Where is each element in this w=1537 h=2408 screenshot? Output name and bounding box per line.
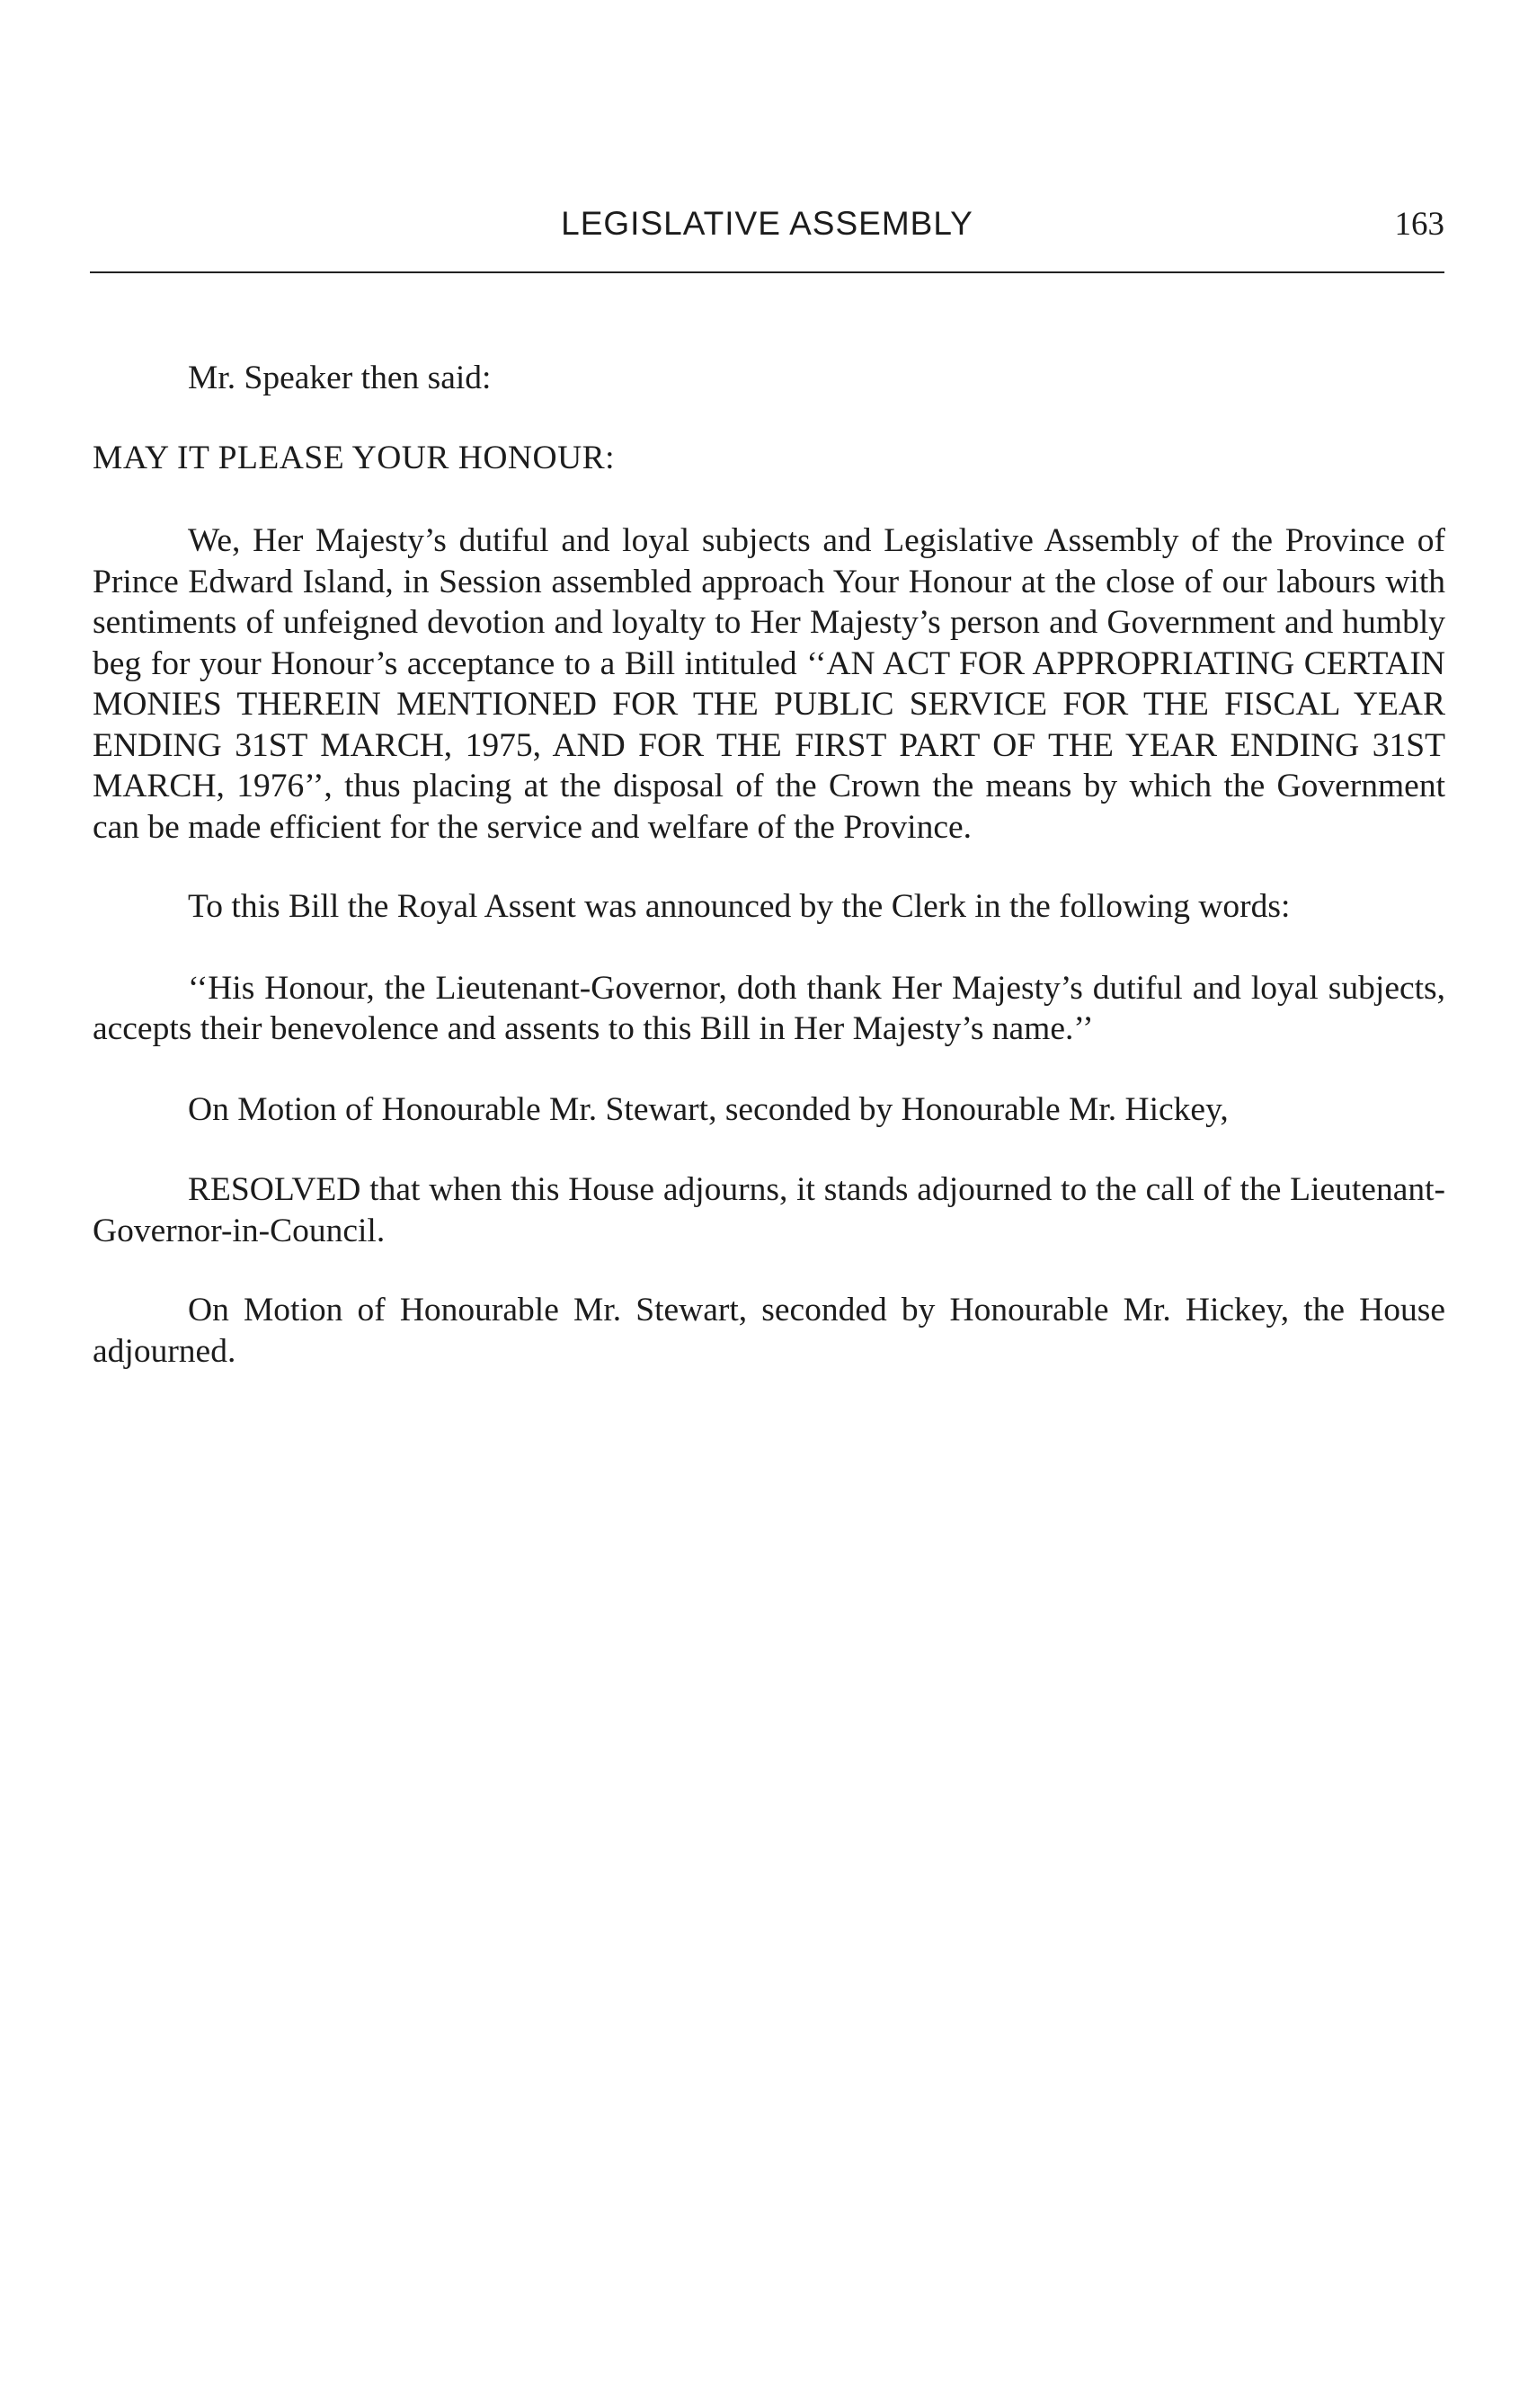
motion-paragraph: On Motion of Honourable Mr. Stewart, seconded by Honourable Mr. Hickey, [188, 1090, 1229, 1128]
body-text [93, 358, 1445, 1372]
address-paragraph: We, Her Majesty’s dutiful and loyal subjects and Legislative Assembly of the Province of Prince Edward Island, in Session assembled approach Your Honour at the close of our labours with sentiments of unfeigned devotion and loyalty to Her Majesty’s person and Government and humbly beg for your Honour’s acceptance to a Bill intituled ‘‘AN ACT FOR APPROPRIATING CERTAIN MONIES THEREIN MENTIONED FOR THE PUBLIC SERVICE FOR THE FISCAL YEAR ENDING 31ST MARCH, 1975, AND FOR THE FIRST PART OF THE YEAR ENDING 31ST MARCH, 1976’’, thus placing at the disposal of the Crown the means by which the Government can be made efficient for the service and welfare of the Province. [93, 522, 1445, 846]
running-header [90, 205, 1444, 259]
header-rule [90, 271, 1444, 273]
speaker-intro: Mr. Speaker then said: [188, 360, 492, 396]
assent-quote-paragraph: ‘‘His Honour, the Lieutenant-Governor, doth thank Her Majesty’s dutiful and loyal subjects, accepts their benevolence and assents to this Bill in Her Majesty’s name.’’ [93, 969, 1445, 1047]
page-number: 163 [1394, 206, 1444, 243]
address-salutation: MAY IT PLEASE YOUR HONOUR: [93, 439, 616, 476]
royal-assent-paragraph: To this Bill the Royal Assent was announced by the Clerk in the following words: [188, 888, 1291, 925]
resolution-paragraph: RESOLVED that when this House adjourns, it stands adjourned to the call of the Lieutenant-Governor-in-Council. [93, 1171, 1445, 1249]
adjournment-paragraph: On Motion of Honourable Mr. Stewart, seconded by Honourable Mr. Hickey, the House adjourned. [93, 1292, 1445, 1370]
header-title: LEGISLATIVE ASSEMBLY [561, 205, 973, 242]
